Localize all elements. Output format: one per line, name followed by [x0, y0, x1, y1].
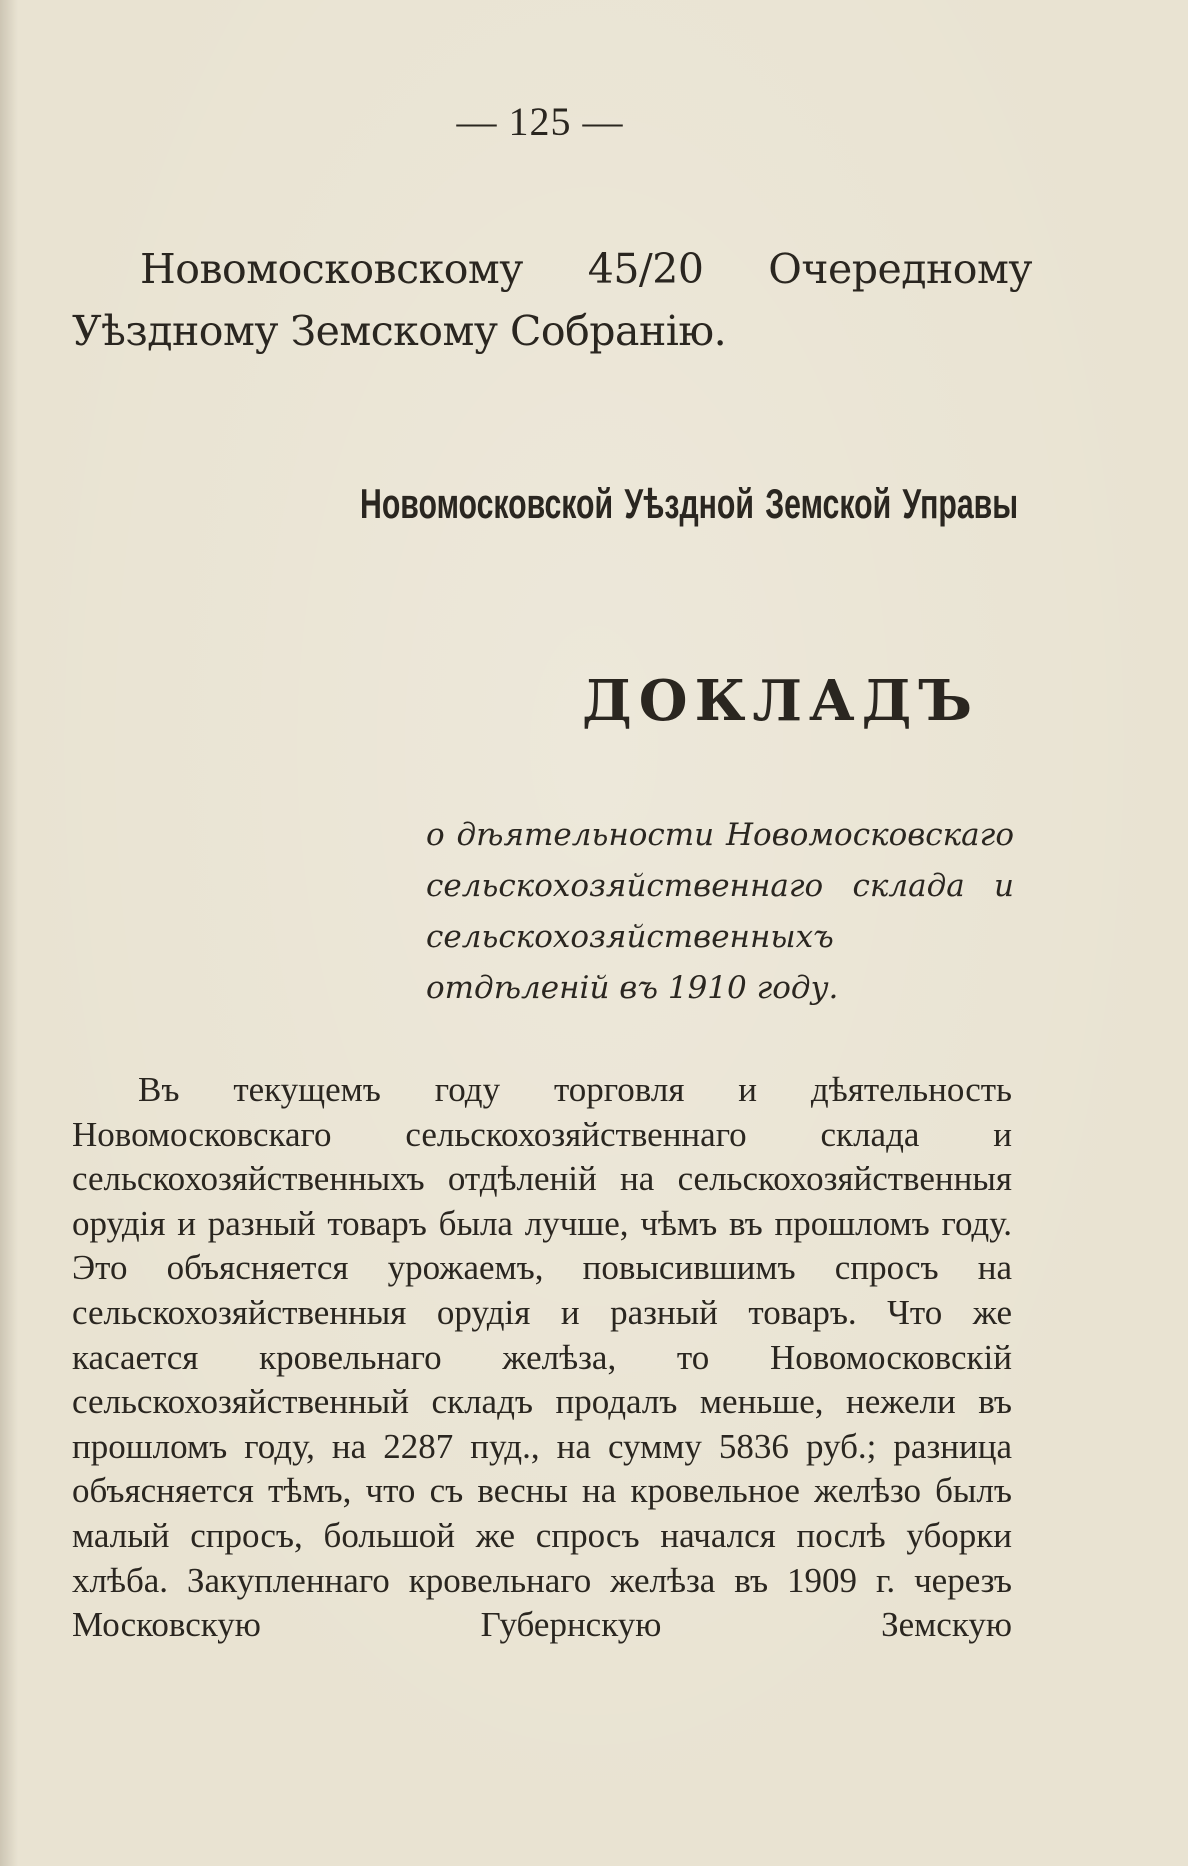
organization-word: Новомосковской	[360, 480, 614, 527]
address-line: Новомосковскому 45/20 Очередному Уѣздному Земскому Собранію.	[72, 245, 1032, 355]
report-heading: ДОКЛАДЪ	[582, 668, 980, 734]
page-edge-shadow	[0, 0, 18, 1866]
organization-word: Уѣздной	[624, 480, 754, 527]
organization-title	[360, 480, 1018, 528]
body-paragraph: Въ текущемъ году торговля и дѣятельность Новомосковскаго сельскохозяйственнаго склада и сельскохозяйственныхъ отдѣленій на сельскохозяйственныя орудія и разный товаръ была лучше, чѣмъ въ прошломъ году. Это объясняется урожаемъ, повысившимъ спросъ на сельскохозяйственныя орудія и разный товаръ. Что же касается кровельнаго желѣза, то Новомосковскій сельскохозяйственный складъ продалъ меньше, нежели въ прошломъ году, на 2287 пуд., на сумму 5836 руб.; разница объясняется тѣмъ, что съ весны на кровельное желѣзо былъ малый спросъ, большой же спросъ начался послѣ уборки хлѣба. Закупленнаго кровельнаго желѣза въ 1909 г. черезъ Московскую Губернскую Земскую	[72, 1070, 1012, 1645]
report-subtitle: о дѣятельности Новомосковскаго сельскохозяйственнаго склада и сельскохозяйственныхъ отдѣленій въ 1910 году.	[426, 817, 1014, 1006]
organization-word: Управы	[902, 480, 1019, 527]
organization-word: Земской	[765, 480, 892, 527]
page-number: — 125 —	[456, 99, 624, 144]
